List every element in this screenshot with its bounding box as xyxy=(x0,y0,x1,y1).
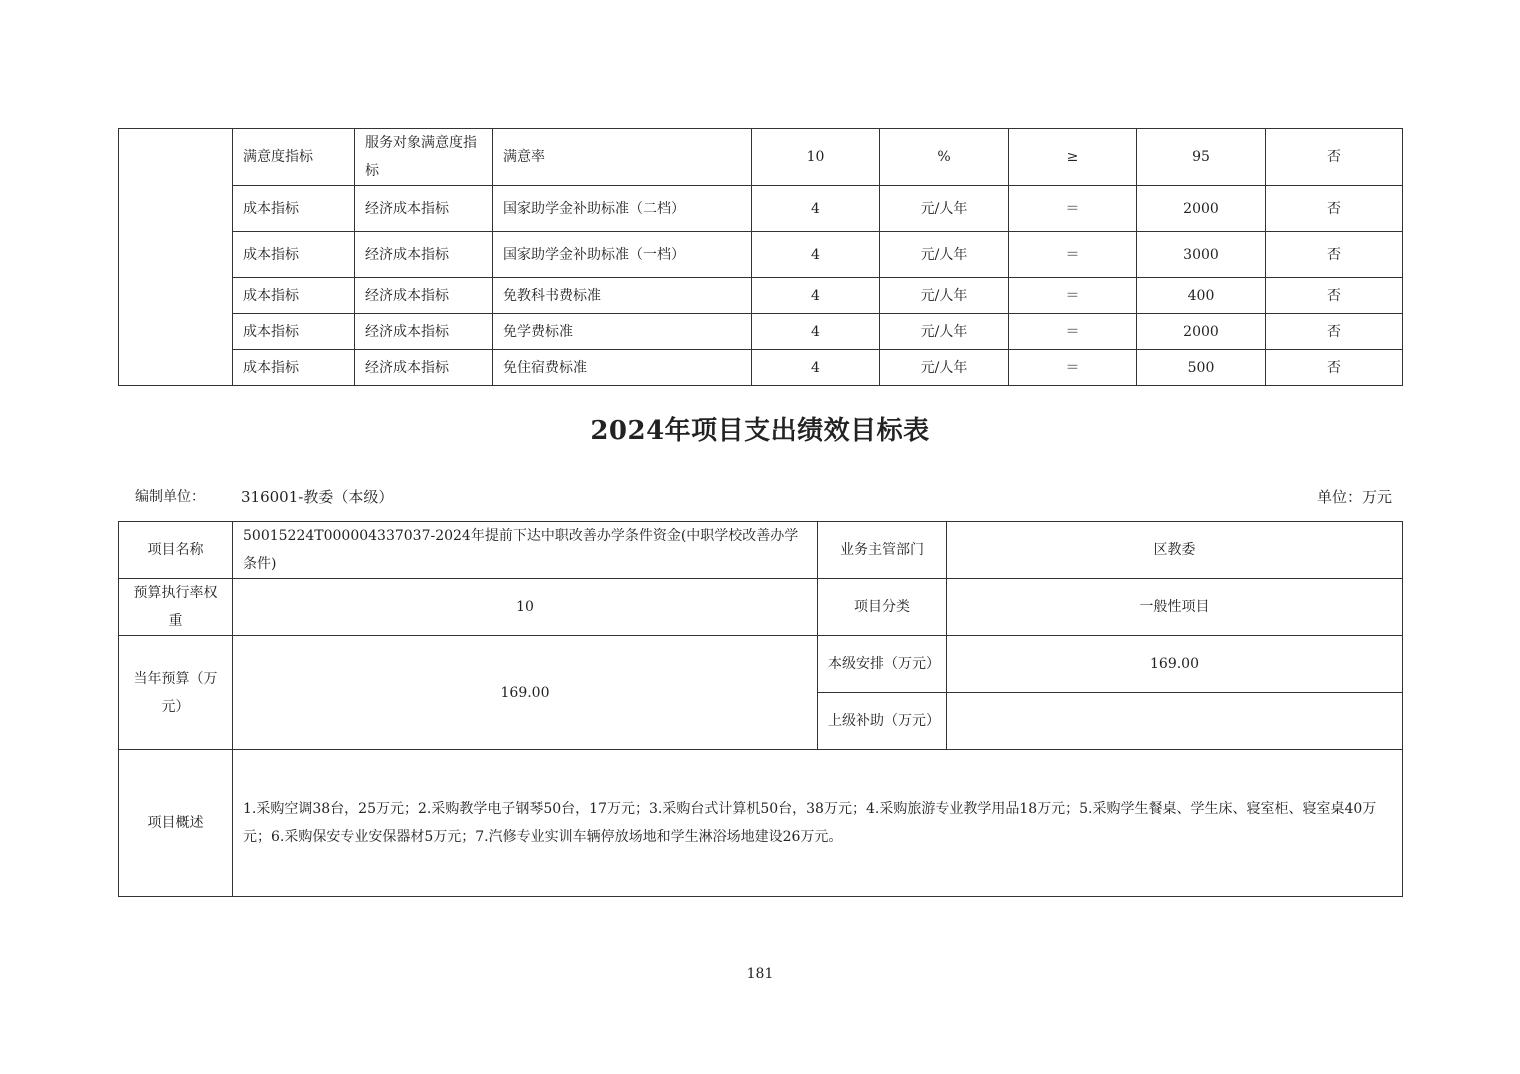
indicator-level3: 国家助学金补助标准（一档） xyxy=(493,232,752,278)
indicator-level3: 满意率 xyxy=(493,129,752,186)
project-name-value: 50015224T000004337037-2024年提前下达中职改善办学条件资金(中职学校改善办学条件) xyxy=(233,522,818,579)
indicator-unit: % xyxy=(880,129,1009,186)
department-value: 区教委 xyxy=(947,522,1403,579)
indicator-level2: 经济成本指标 xyxy=(355,350,493,386)
category-value: 一般性项目 xyxy=(947,579,1403,636)
indicator-level2: 经济成本指标 xyxy=(355,232,493,278)
indicator-row xyxy=(119,314,1403,350)
exec-weight-value: 10 xyxy=(233,579,818,636)
indicator-operator: ＝ xyxy=(1009,350,1137,386)
overview-label: 项目概述 xyxy=(119,750,233,897)
budget-row xyxy=(119,636,1403,693)
indicator-row xyxy=(119,232,1403,278)
compiling-unit-label: 编制单位： xyxy=(135,489,205,505)
project-table xyxy=(118,521,1403,897)
compiling-unit-value: 316001-教委（本级） xyxy=(241,488,394,506)
indicator-operator: ＝ xyxy=(1009,314,1137,350)
page-number: 181 xyxy=(746,966,774,982)
indicator-level3: 免住宿费标准 xyxy=(493,350,752,386)
indicator-weight: 4 xyxy=(752,314,880,350)
indicator-flag: 否 xyxy=(1266,350,1403,386)
exec-weight-label: 预算执行率权重 xyxy=(119,579,233,636)
indicator-unit: 元/人年 xyxy=(880,278,1009,314)
indicator-value: 95 xyxy=(1137,129,1266,186)
indicator-value: 400 xyxy=(1137,278,1266,314)
indicator-flag: 否 xyxy=(1266,186,1403,232)
indicator-level1: 成本指标 xyxy=(233,186,355,232)
indicator-weight: 4 xyxy=(752,232,880,278)
project-name-label: 项目名称 xyxy=(119,522,233,579)
indicator-operator: ＝ xyxy=(1009,232,1137,278)
local-allocation-value: 169.00 xyxy=(947,636,1403,693)
indicator-row xyxy=(119,129,1403,186)
indicator-weight: 4 xyxy=(752,278,880,314)
indicator-flag: 否 xyxy=(1266,232,1403,278)
indicator-level2: 服务对象满意度指标 xyxy=(355,129,493,186)
indicator-flag: 否 xyxy=(1266,314,1403,350)
indicator-value: 3000 xyxy=(1137,232,1266,278)
indicator-flag: 否 xyxy=(1266,278,1403,314)
indicator-level1: 成本指标 xyxy=(233,278,355,314)
indicator-operator: ＝ xyxy=(1009,186,1137,232)
indicator-table xyxy=(118,128,1403,386)
indicator-unit: 元/人年 xyxy=(880,186,1009,232)
indicator-unit: 元/人年 xyxy=(880,350,1009,386)
indicator-value: 2000 xyxy=(1137,314,1266,350)
execution-row xyxy=(119,579,1403,636)
indicator-level3: 免学费标准 xyxy=(493,314,752,350)
currency-unit: 单位：万元 xyxy=(1316,488,1392,506)
compiling-unit-line xyxy=(135,486,1392,510)
indicator-level1: 成本指标 xyxy=(233,314,355,350)
indicator-operator: ≥ xyxy=(1009,129,1137,186)
indicator-level2: 经济成本指标 xyxy=(355,278,493,314)
indicator-flag: 否 xyxy=(1266,129,1403,186)
indicator-unit: 元/人年 xyxy=(880,314,1009,350)
indicator-level3: 国家助学金补助标准（二档） xyxy=(493,186,752,232)
indicator-row xyxy=(119,350,1403,386)
indicator-weight: 4 xyxy=(752,186,880,232)
indicator-level2: 经济成本指标 xyxy=(355,314,493,350)
indicator-value: 2000 xyxy=(1137,186,1266,232)
indicator-row xyxy=(119,278,1403,314)
overview-value: 1.采购空调38台，25万元；2.采购教学电子钢琴50台，17万元；3.采购台式计算机50台，38万元；4.采购旅游专业教学用品18万元；5.采购学生餐桌、学生床、寝室柜、寝室桌40万元；6.采购保安专业安保器材5万元；7.汽修专业实训车辆停放场地和学生淋浴场地建设26万元。 xyxy=(233,750,1403,897)
indicator-value: 500 xyxy=(1137,350,1266,386)
annual-budget-label: 当年预算（万元） xyxy=(119,636,233,750)
upper-subsidy-value xyxy=(947,693,1403,750)
indicator-level2: 经济成本指标 xyxy=(355,186,493,232)
indicator-unit: 元/人年 xyxy=(880,232,1009,278)
project-name-row xyxy=(119,522,1403,579)
page-title: 2024年项目支出绩效目标表 xyxy=(590,416,930,446)
local-allocation-label: 本级安排（万元） xyxy=(818,636,947,693)
indicator-weight: 10 xyxy=(752,129,880,186)
department-label: 业务主管部门 xyxy=(818,522,947,579)
category-label: 项目分类 xyxy=(818,579,947,636)
indicator-row xyxy=(119,186,1403,232)
overview-row xyxy=(119,750,1403,897)
upper-subsidy-label: 上级补助（万元） xyxy=(818,693,947,750)
merged-blank-cell xyxy=(119,129,233,386)
indicator-level3: 免教科书费标准 xyxy=(493,278,752,314)
annual-budget-value: 169.00 xyxy=(233,636,818,750)
indicator-operator: ＝ xyxy=(1009,278,1137,314)
indicator-level1: 成本指标 xyxy=(233,350,355,386)
indicator-level1: 满意度指标 xyxy=(233,129,355,186)
indicator-level1: 成本指标 xyxy=(233,232,355,278)
indicator-weight: 4 xyxy=(752,350,880,386)
